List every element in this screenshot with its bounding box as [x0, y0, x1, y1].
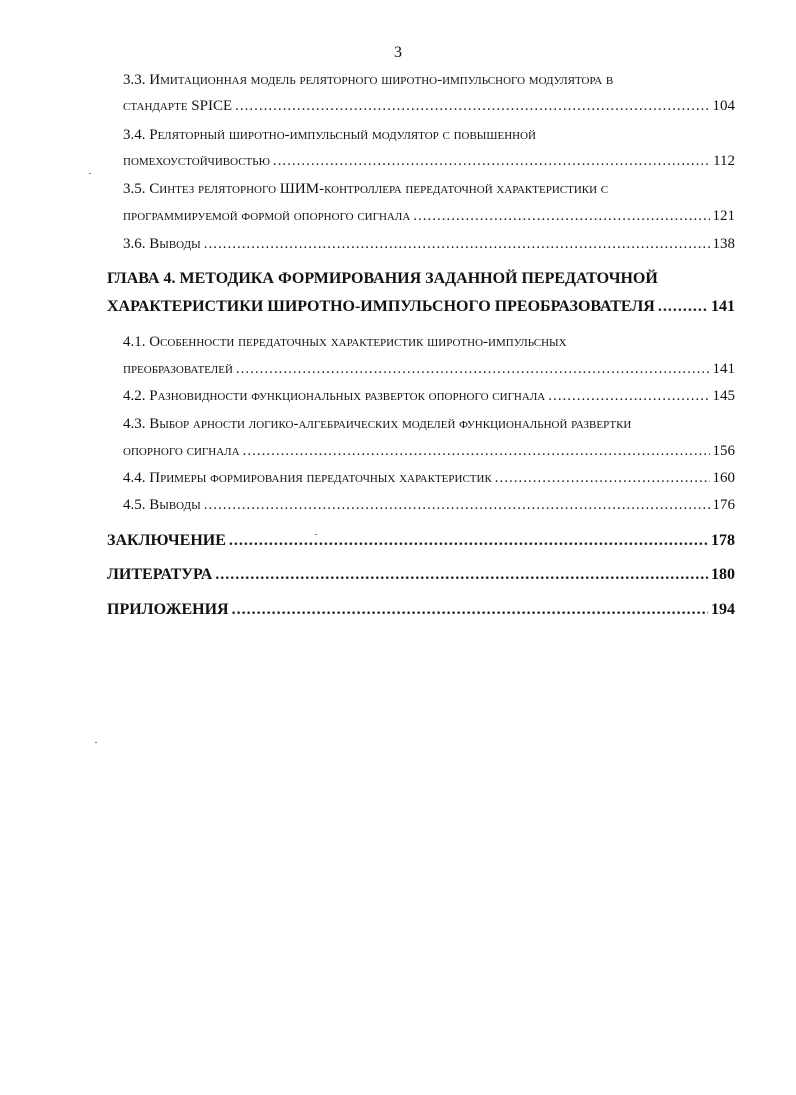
toc-page-number: 156 [712, 443, 735, 459]
toc-entry-title: 4.4. Примеры формирования передаточных характеристик [123, 470, 492, 486]
toc-page-number: 180 [711, 566, 735, 583]
toc-entry-title: ЗАКЛЮЧЕНИЕ [107, 532, 226, 549]
toc-entry-title: 4.2. Разновидности функциональных разверток опорного сигнала [123, 388, 546, 404]
toc-conclusion [107, 532, 735, 550]
toc-page-number: 112 [713, 153, 735, 169]
toc-entry-3-6 [123, 236, 735, 253]
toc-entry-3-3-line1: 3.3. Имитационная модель реляторного широтно-импульсного модулятора в [123, 72, 614, 88]
toc-entry-4-5 [123, 497, 735, 514]
toc-page-number: 145 [712, 388, 735, 404]
dot-leader [235, 98, 709, 115]
dot-leader [548, 388, 709, 405]
toc-page-number: 141 [711, 298, 735, 315]
toc-entry-title: помехоустойчивостью [123, 153, 270, 169]
toc-entry-4-1 [123, 361, 735, 378]
scan-speck [89, 173, 91, 174]
toc-entry-4-3-line1: 4.3. Выбор арности логико-алгебраических моделей функциональной развертки [123, 416, 632, 432]
toc-entry-4-4 [123, 470, 735, 487]
scan-speck [95, 742, 97, 743]
toc-page-number: 178 [711, 532, 735, 549]
toc-entry-title: 4.5. Выводы [123, 497, 201, 513]
toc-chapter-4-line1: ГЛАВА 4. МЕТОДИКА ФОРМИРОВАНИЯ ЗАДАННОЙ ПЕРЕДАТОЧНОЙ [107, 270, 658, 287]
toc-entry-3-4-line1: 3.4. Реляторный широтно-импульсный модулятор с повышенной [123, 127, 536, 143]
toc-entry-3-3 [123, 98, 735, 115]
toc-entry-title: программируемой формой опорного сигнала [123, 208, 411, 224]
toc-appendices [107, 601, 735, 619]
dot-leader [658, 298, 708, 316]
dot-leader [215, 566, 708, 584]
toc-entry-title: ПРИЛОЖЕНИЯ [107, 601, 229, 618]
toc-entry-4-3 [123, 443, 735, 460]
toc-page-number: 138 [712, 236, 735, 252]
toc-page-number: 104 [712, 98, 735, 114]
toc-entry-4-2 [123, 388, 735, 405]
toc-page-number: 176 [712, 497, 735, 513]
dot-leader [236, 361, 710, 378]
toc-literature [107, 566, 735, 584]
dot-leader [204, 497, 710, 514]
toc-page-number: 121 [712, 208, 735, 224]
dot-leader [495, 470, 710, 487]
toc-entry-3-4 [123, 153, 735, 170]
dot-leader [204, 236, 710, 253]
toc-entry-title: преобразователей [123, 361, 233, 377]
dot-leader [273, 153, 710, 170]
toc-page-number: 141 [712, 361, 735, 377]
dot-leader [243, 443, 710, 460]
toc-entry-title: опорного сигнала [123, 443, 240, 459]
toc-entry-3-5 [123, 208, 735, 225]
toc-entry-title: ХАРАКТЕРИСТИКИ ШИРОТНО-ИМПУЛЬСНОГО ПРЕОБРАЗОВАТЕЛЯ [107, 298, 655, 315]
dot-leader [232, 601, 708, 619]
dot-leader [229, 532, 708, 550]
toc-entry-title: ЛИТЕРАТУРА [107, 566, 213, 583]
toc-page-number: 194 [711, 601, 735, 618]
toc-entry-4-1-line1: 4.1. Особенности передаточных характеристик широтно-импульсных [123, 334, 567, 350]
toc-entry-3-5-line1: 3.5. Синтез реляторного ШИМ-контроллера передаточной характеристики с [123, 181, 609, 197]
toc-entry-title: стандарте SPICE [123, 98, 233, 114]
toc-entry-title: 3.6. Выводы [123, 236, 201, 252]
toc-chapter-4 [107, 298, 735, 316]
page-number: 3 [394, 44, 402, 61]
toc-page-number: 160 [712, 470, 735, 486]
dot-leader [413, 208, 709, 225]
scan-speck [315, 534, 317, 535]
